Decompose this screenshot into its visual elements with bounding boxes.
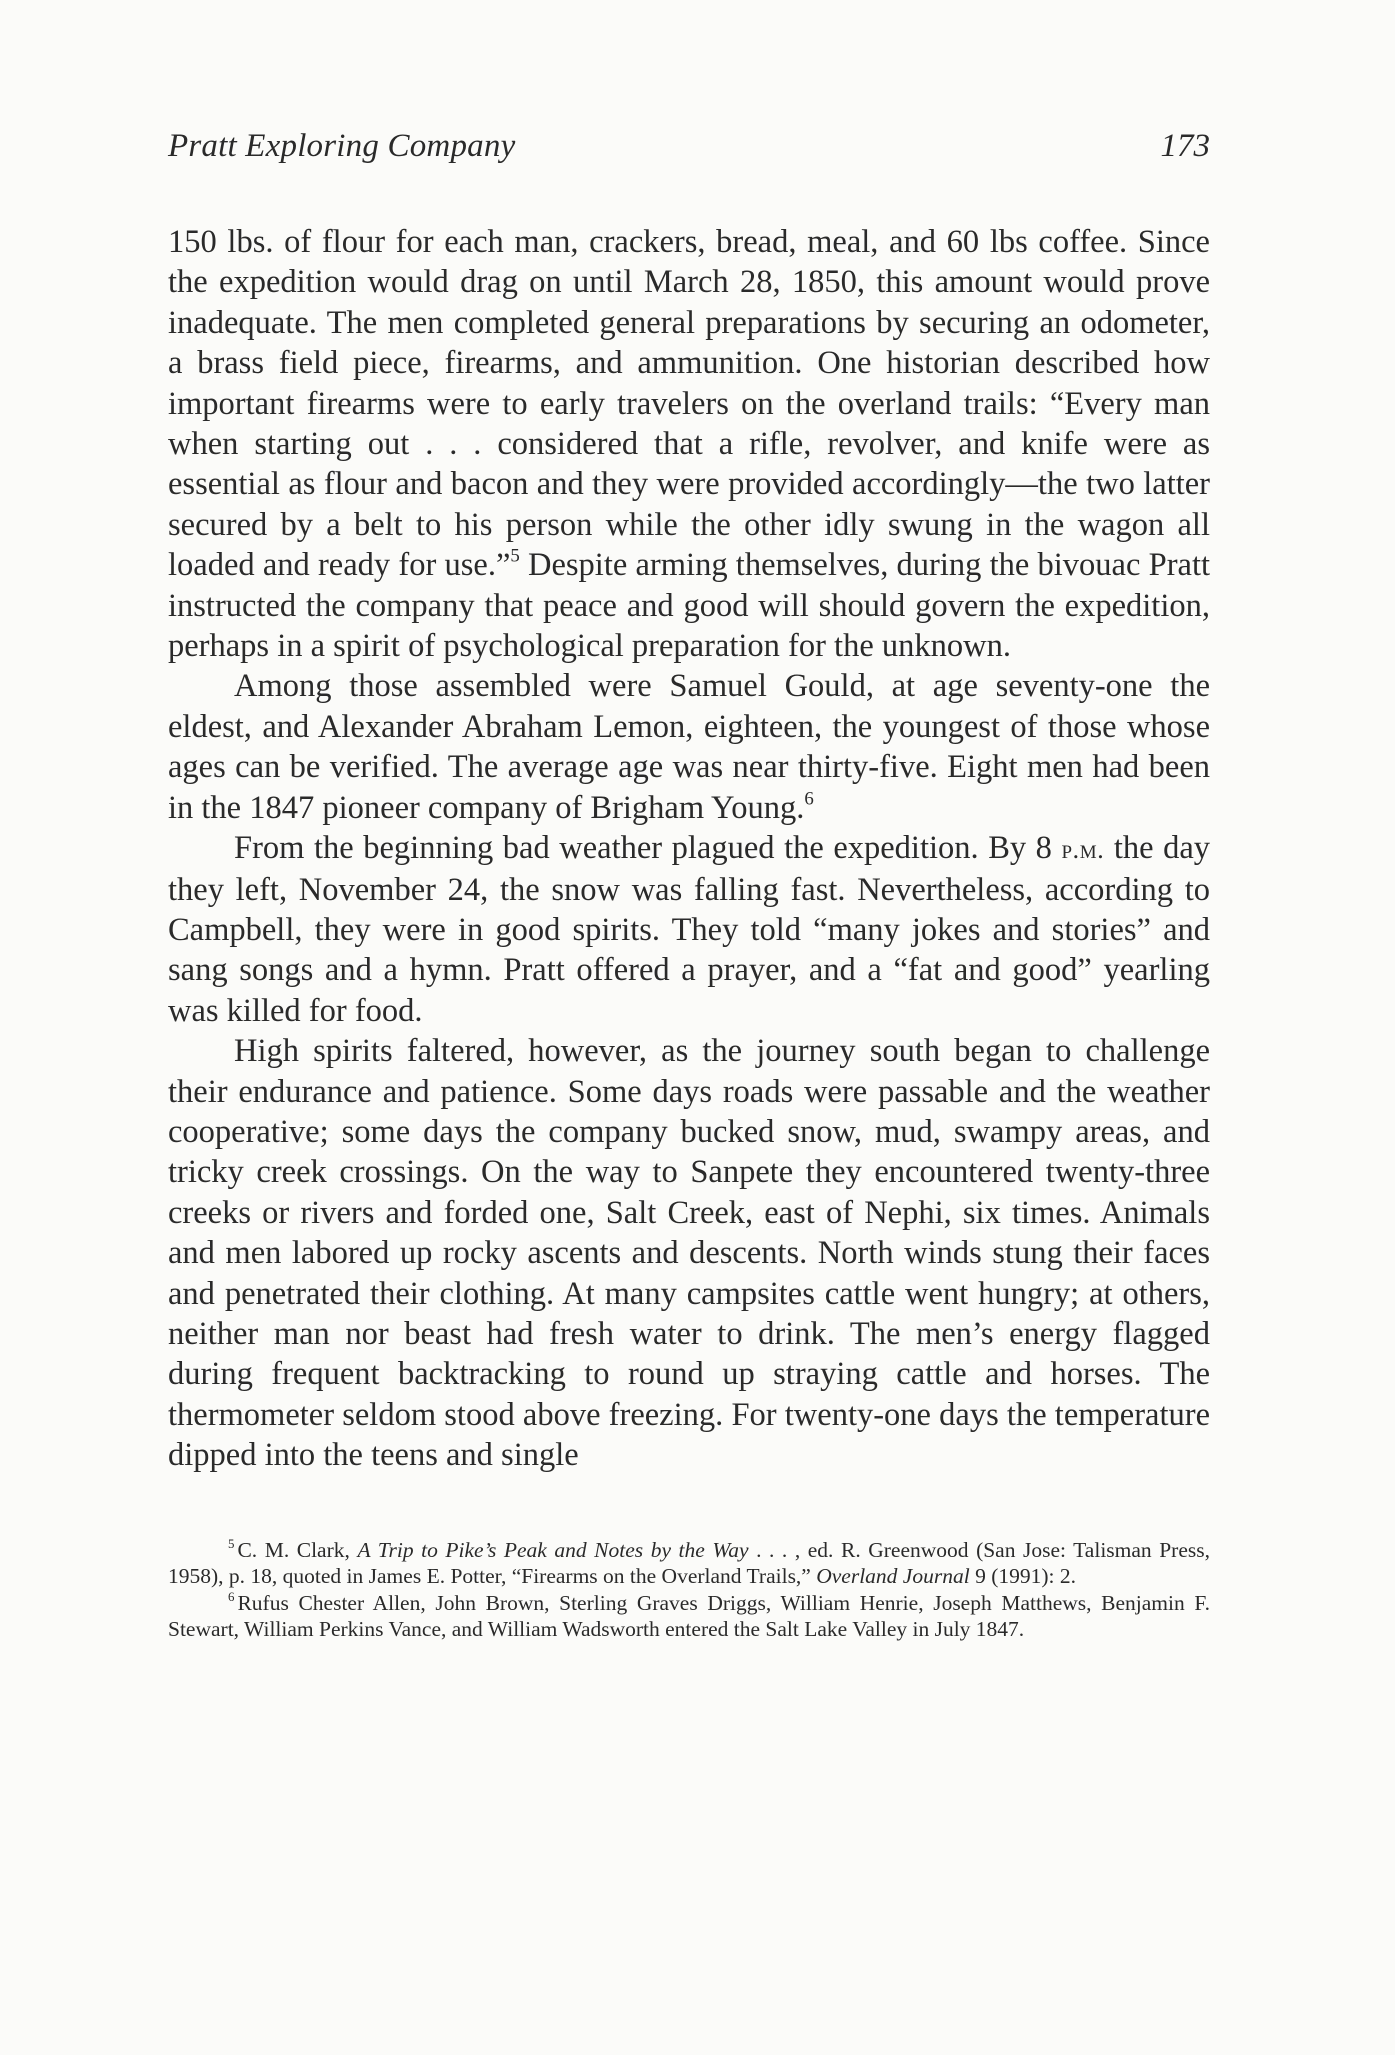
footnotes (168, 1537, 1210, 1643)
paragraph-2 (168, 666, 1210, 828)
footnote-5-text-b: . . . , ed. R. Greenwood (San Jose: Talisman Press, 1958), p. 18, quoted in James E. Potter, “Firearms on the Overland Trails,” (168, 1537, 1210, 1589)
footnote-5-journal-title: Overland Journal (816, 1564, 970, 1589)
paragraph-3-text-b: the day they left, November 24, the snow was falling fast. Nevertheless, according to Campbell, they were in good spirits. They told “many jokes and stories” and sang songs and a hymn. Pratt offered a prayer, and a “fat and good” yearling was killed for food. (168, 830, 1210, 1029)
footnote-5-text-c: 9 (1991): 2. (969, 1564, 1076, 1589)
footnote-5-number: 5 (228, 1536, 235, 1551)
footnote-5-book-title: A Trip to Pike’s Peak and Notes by the Way (357, 1537, 749, 1562)
footnote-ref-6: 6 (804, 788, 814, 810)
body-text (168, 222, 1210, 1476)
footnote-5 (168, 1537, 1210, 1590)
page-number: 173 (1160, 128, 1210, 164)
paragraph-4-text: High spirits faltered, however, as the journey south began to challenge their endurance and patience. Some days roads were passable and the weather cooperative; some days the company bucked snow, mud, swampy areas, and tricky creek crossings. On the way to Sanpete they encountered twenty-three creeks or rivers and forded one, Salt Creek, east of Nephi, six times. Animals and men labored up rocky ascents and descents. North winds stung their faces and penetrated their clothing. At many campsites cattle went hungry; at others, neither man nor beast had fresh water to drink. The men’s energy flagged during frequent backtracking to round up straying cattle and horses. The thermometer seldom stood above freezing. For twenty-one days the temperature dipped into the teens and single (168, 1033, 1210, 1474)
paragraph-1-text-b: Despite arming themselves, during the bivouac Pratt instructed the company that peace and good will should govern the expedition, perhaps in a spirit of psychological preparation for the unknown. (168, 547, 1211, 665)
paragraph-3-text-a: From the beginning bad weather plagued the expedition. By 8 (234, 830, 1062, 867)
paragraph-1 (168, 222, 1210, 666)
paragraph-1-text-a: 150 lbs. of flour for each man, crackers, bread, meal, and 60 lbs coffee. Since the expedition would drag on until March 28, 1850, this amount would prove inadequate. The men completed general preparations by securing an odometer, a brass field piece, firearms, and ammunition. One historian described how important firearms were to early travelers on the overland trails: “Every man when starting out . . . considered that a rifle, revolver, and knife were as essential as flour and bacon and they were provided accordingly—the two latter secured by a belt to his person while the other idly swung in the wagon all loaded and ready for use.” (168, 224, 1210, 584)
footnote-6-text: Rufus Chester Allen, John Brown, Sterling Graves Driggs, William Henrie, Joseph Matthews, Benjamin F. Stewart, William Perkins Vance, and William Wadsworth entered the Salt Lake Valley in July 1847. (168, 1590, 1210, 1642)
paragraph-3 (168, 828, 1210, 1031)
time-abbreviation: p.m. (1061, 834, 1105, 865)
footnote-5-text-a: C. M. Clark, (237, 1537, 358, 1562)
running-title: Pratt Exploring Company (168, 128, 516, 164)
footnote-ref-5: 5 (510, 545, 520, 567)
paragraph-4 (168, 1031, 1210, 1475)
footnote-6 (168, 1590, 1210, 1643)
running-header (168, 128, 1210, 178)
paragraph-2-text: Among those assembled were Samuel Gould, at age seventy-one the eldest, and Alexander Abraham Lemon, eighteen, the youngest of those whose ages can be verified. The average age was near thirty-five. Eight men had been in the 1847 pioneer company of Brigham Young. (168, 668, 1210, 826)
book-page (168, 128, 1210, 1643)
footnote-6-number: 6 (228, 1589, 235, 1604)
